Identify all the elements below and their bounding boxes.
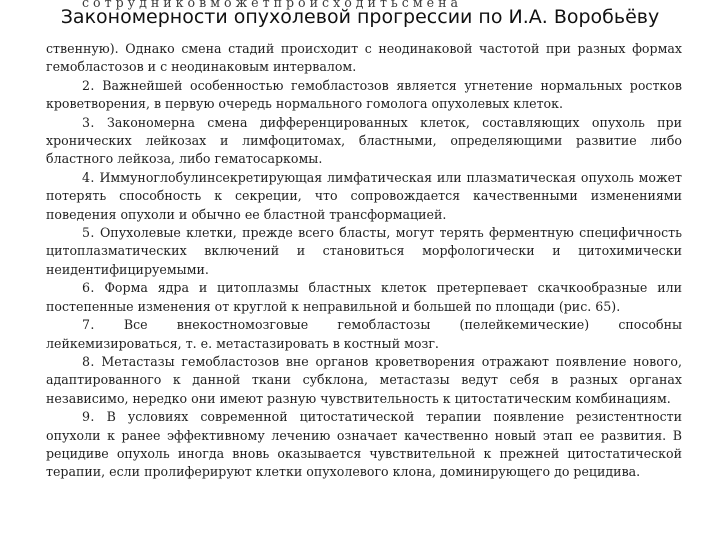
clipped-top-line: с о т р у д н и к о в м о ж е т п р о и с х о д и т ь с м е н а xyxy=(82,0,458,10)
item-number: 9. xyxy=(82,409,95,425)
item-number: 4. xyxy=(82,169,95,185)
item-text: Форма ядра и цитоплазмы бластных клеток претерпевает скачкообразные или постепенные изменения от круглой к неправильной и большей по площади (рис. 65). xyxy=(46,280,682,314)
item-number: 3. xyxy=(82,114,95,130)
item-9 xyxy=(46,408,682,482)
item-2 xyxy=(46,77,682,114)
item-text: Опухолевые клетки, прежде всего бласты, могут терять ферментную специфичность цитоплазматических включений и становиться морфологически и цитохимически неидентифицируемыми. xyxy=(46,225,682,277)
item-number: 8. xyxy=(82,353,95,369)
item-number: 6. xyxy=(82,280,95,296)
item-8 xyxy=(46,353,682,408)
item-number: 5. xyxy=(82,225,95,241)
item-3 xyxy=(46,114,682,169)
item-text: Важнейшей особенностью гемобластозов является угнетение нормальных ростков кроветворения, в первую очередь нормального гомолога опухолевых клеток. xyxy=(46,77,682,112)
intro-paragraph: ственную). Однако смена стадий происходит с неодинаковой частотой при разных формах гемобластозов и с неодинаковым интервалом. xyxy=(46,41,682,75)
item-text: Все внекостномозговые гемобластозы (пелейкемические) способны лейкемизироваться, т. е. метастазировать в костный мозг. xyxy=(46,317,682,351)
item-7 xyxy=(46,316,682,353)
item-text: Иммуноглобулинсекретирующая лимфатическая или плазматическая опухоль может потерять способность к секреции, что сопровождается качественными изменениями поведения опухоли и обычно ее бластной трансформацией. xyxy=(46,169,682,222)
item-text: Закономерна смена дифференцированных клеток, составляющих опухоль при хронических лейкозах и лимфоцитомах, бластными, определяющими развитие либо бластного лейкоза, либо гематосаркомы. xyxy=(46,114,682,167)
slide-title: Закономерности опухолевой прогрессии по И.А. Воробьёву xyxy=(60,6,660,28)
item-number: 2. xyxy=(82,77,95,93)
item-text: В условиях современной цитостатической терапии появление резистентности опухоли к ранее эффективному лечению означает качественно новый этап ее развития. В рецидиве опухоль иногда вновь оказывается чувствительной к прежней цитостатической терапии, если пролиферируют клетки опухолевого клона, доминирующего до рецидива. xyxy=(46,409,682,480)
item-4 xyxy=(46,169,682,224)
scanned-page xyxy=(46,0,682,540)
item-number: 7. xyxy=(82,317,95,333)
item-6 xyxy=(46,279,682,316)
text-body xyxy=(46,40,682,482)
item-5 xyxy=(46,224,682,279)
item-text: Метастазы гемобластозов вне органов кроветворения отражают появление нового, адаптированного к данной ткани субклона, метастазы ведут себя в разных органах независимо, нередко они имеют разную чувствительность к цитостатическим комбинациям. xyxy=(46,353,682,406)
